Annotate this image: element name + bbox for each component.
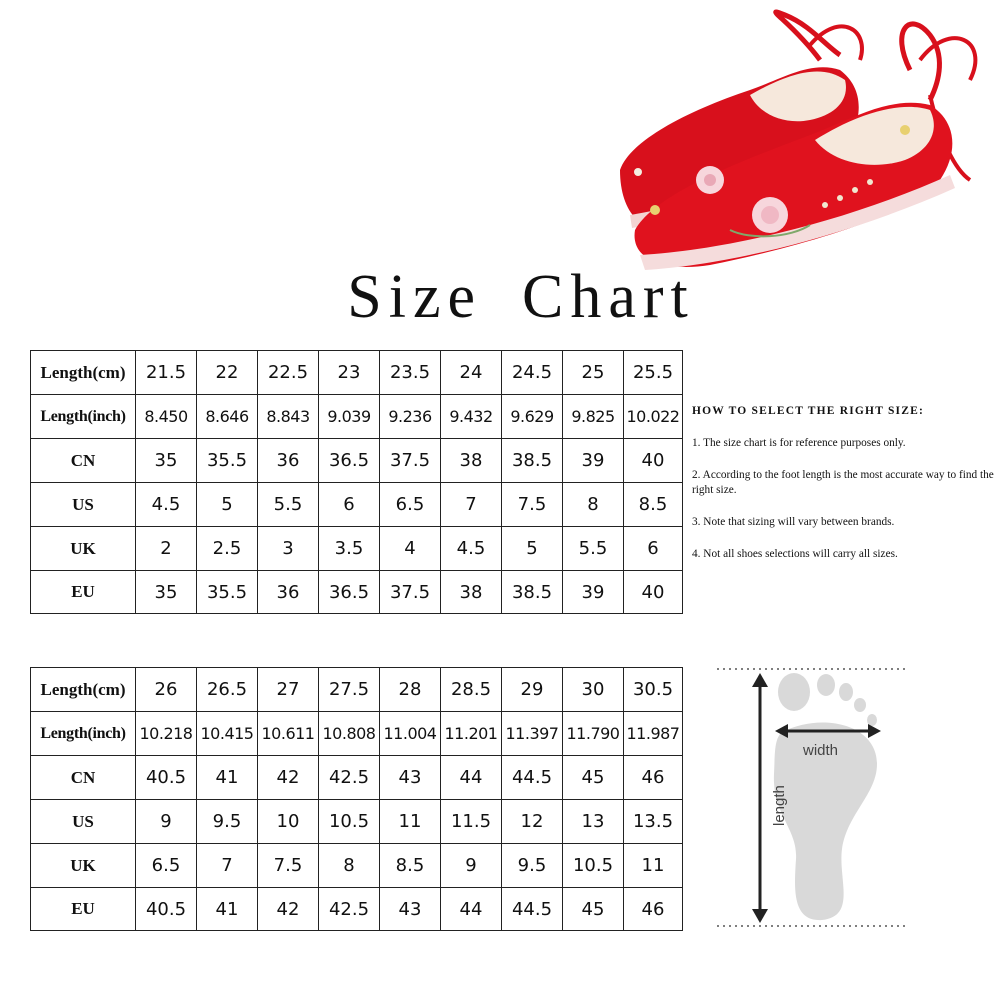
table-cell: 45 — [563, 888, 624, 931]
title-word-size: Size — [347, 263, 482, 331]
table-cell: 7.5 — [258, 844, 319, 888]
table-cell: 5 — [502, 527, 563, 571]
row-eu — [31, 888, 683, 931]
row-label: UK — [31, 527, 136, 571]
table-cell: 10.5 — [563, 844, 624, 888]
table-cell: 8 — [563, 483, 624, 527]
table-cell: 4.5 — [441, 527, 502, 571]
table-cell: 23 — [319, 351, 380, 395]
length-label: length — [771, 785, 788, 826]
row-length-inch — [31, 712, 683, 756]
table-cell: 24.5 — [502, 351, 563, 395]
table-cell: 8 — [319, 844, 380, 888]
table-cell: 8.646 — [197, 395, 258, 439]
table-cell: 10.022 — [624, 395, 683, 439]
table-cell: 29 — [502, 668, 563, 712]
table-cell: 44 — [441, 756, 502, 800]
table-cell: 7 — [197, 844, 258, 888]
table-cell: 5 — [197, 483, 258, 527]
table-cell: 5.5 — [563, 527, 624, 571]
table-cell: 38.5 — [502, 439, 563, 483]
table-cell: 9 — [136, 800, 197, 844]
table-cell: 39 — [563, 439, 624, 483]
table-cell: 10.218 — [136, 712, 197, 756]
table-cell: 8.450 — [136, 395, 197, 439]
guide-item: 2. According to the foot length is the most accurate way to find the right size. — [692, 469, 994, 496]
table-cell: 10 — [258, 800, 319, 844]
table-cell: 8.5 — [624, 483, 683, 527]
table-cell: 44.5 — [502, 756, 563, 800]
table-cell: 44 — [441, 888, 502, 931]
table-cell: 40.5 — [136, 756, 197, 800]
table-cell: 35.5 — [197, 571, 258, 614]
row-label: Length(inch) — [31, 395, 136, 439]
table-cell: 28.5 — [441, 668, 502, 712]
table-cell: 9.5 — [502, 844, 563, 888]
table-cell: 3 — [258, 527, 319, 571]
guide-item: 1. The size chart is for reference purposes only. — [692, 437, 906, 449]
table-cell: 9.236 — [380, 395, 441, 439]
table-cell: 13.5 — [624, 800, 683, 844]
table-cell: 10.808 — [319, 712, 380, 756]
table-cell: 46 — [624, 756, 683, 800]
row-cn — [31, 756, 683, 800]
table-cell: 8.5 — [380, 844, 441, 888]
title-word-chart: Chart — [522, 263, 695, 331]
table-cell: 11.790 — [563, 712, 624, 756]
row-length-cm — [31, 351, 683, 395]
table-cell: 27.5 — [319, 668, 380, 712]
table-cell: 42 — [258, 756, 319, 800]
table-cell: 4.5 — [136, 483, 197, 527]
guide-item: 3. Note that sizing will vary between brands. — [692, 516, 895, 528]
width-label: width — [803, 742, 839, 759]
table-cell: 27 — [258, 668, 319, 712]
table-cell: 13 — [563, 800, 624, 844]
table-cell: 3.5 — [319, 527, 380, 571]
table-cell: 10.5 — [319, 800, 380, 844]
table-cell: 11.201 — [441, 712, 502, 756]
table-cell: 9.5 — [197, 800, 258, 844]
table-cell: 2.5 — [197, 527, 258, 571]
table-cell: 41 — [197, 756, 258, 800]
shoe-product-photo — [610, 0, 1002, 290]
row-label: US — [31, 483, 136, 527]
table-cell: 11.004 — [380, 712, 441, 756]
page-title — [0, 262, 1002, 333]
row-label: UK — [31, 844, 136, 888]
table-cell: 43 — [380, 756, 441, 800]
row-cn — [31, 439, 683, 483]
table-cell: 41 — [197, 888, 258, 931]
table-cell: 35 — [136, 439, 197, 483]
table-cell: 9.629 — [502, 395, 563, 439]
table-cell: 10.415 — [197, 712, 258, 756]
table-cell: 30.5 — [624, 668, 683, 712]
table-cell: 5.5 — [258, 483, 319, 527]
size-table-2 — [30, 667, 683, 931]
table-cell: 30 — [563, 668, 624, 712]
row-label: CN — [31, 756, 136, 800]
table-cell: 39 — [563, 571, 624, 614]
row-label: Length(cm) — [31, 668, 136, 712]
table-cell: 43 — [380, 888, 441, 931]
table-cell: 11 — [380, 800, 441, 844]
guide-title: HOW TO SELECT THE RIGHT SIZE: — [692, 405, 924, 417]
table-cell: 6.5 — [380, 483, 441, 527]
table-cell: 36.5 — [319, 571, 380, 614]
table-cell: 40 — [624, 571, 683, 614]
table-cell: 38.5 — [502, 571, 563, 614]
table-cell: 40.5 — [136, 888, 197, 931]
row-uk — [31, 527, 683, 571]
row-us — [31, 483, 683, 527]
table-cell: 7.5 — [502, 483, 563, 527]
table-cell: 10.611 — [258, 712, 319, 756]
table-cell: 22 — [197, 351, 258, 395]
table-cell: 9 — [441, 844, 502, 888]
guide-item: 4. Not all shoes selections will carry all sizes. — [692, 548, 898, 560]
table-cell: 44.5 — [502, 888, 563, 931]
table-cell: 9.039 — [319, 395, 380, 439]
row-label: EU — [31, 571, 136, 614]
table-cell: 6 — [319, 483, 380, 527]
table-cell: 40 — [624, 439, 683, 483]
row-label: Length(cm) — [31, 351, 136, 395]
table-cell: 42.5 — [319, 756, 380, 800]
table-cell: 42.5 — [319, 888, 380, 931]
table-cell: 9.432 — [441, 395, 502, 439]
table-cell: 11.397 — [502, 712, 563, 756]
row-length-inch — [31, 395, 683, 439]
table-cell: 36 — [258, 439, 319, 483]
row-label: CN — [31, 439, 136, 483]
row-length-cm — [31, 668, 683, 712]
table-cell: 2 — [136, 527, 197, 571]
table-cell: 38 — [441, 571, 502, 614]
table-cell: 35 — [136, 571, 197, 614]
row-label: Length(inch) — [31, 712, 136, 756]
table-cell: 35.5 — [197, 439, 258, 483]
table-cell: 38 — [441, 439, 502, 483]
table-cell: 8.843 — [258, 395, 319, 439]
table-cell: 28 — [380, 668, 441, 712]
foot-measurement-diagram — [712, 664, 912, 932]
table-cell: 36.5 — [319, 439, 380, 483]
table-cell: 26 — [136, 668, 197, 712]
table-cell: 11.987 — [624, 712, 683, 756]
table-cell: 6.5 — [136, 844, 197, 888]
table-cell: 25 — [563, 351, 624, 395]
row-us — [31, 800, 683, 844]
row-eu — [31, 571, 683, 614]
table-cell: 46 — [624, 888, 683, 931]
table-cell: 12 — [502, 800, 563, 844]
size-table-1 — [30, 350, 683, 614]
table-cell: 42 — [258, 888, 319, 931]
table-cell: 11 — [624, 844, 683, 888]
table-cell: 22.5 — [258, 351, 319, 395]
table-cell: 21.5 — [136, 351, 197, 395]
table-cell: 37.5 — [380, 439, 441, 483]
table-cell: 37.5 — [380, 571, 441, 614]
size-selection-guide — [692, 404, 997, 579]
table-cell: 9.825 — [563, 395, 624, 439]
table-cell: 6 — [624, 527, 683, 571]
row-label: EU — [31, 888, 136, 931]
table-cell: 4 — [380, 527, 441, 571]
table-cell: 23.5 — [380, 351, 441, 395]
table-cell: 45 — [563, 756, 624, 800]
table-cell: 36 — [258, 571, 319, 614]
row-label: US — [31, 800, 136, 844]
row-uk — [31, 844, 683, 888]
table-cell: 24 — [441, 351, 502, 395]
table-cell: 7 — [441, 483, 502, 527]
table-cell: 11.5 — [441, 800, 502, 844]
table-cell: 26.5 — [197, 668, 258, 712]
table-cell: 25.5 — [624, 351, 683, 395]
